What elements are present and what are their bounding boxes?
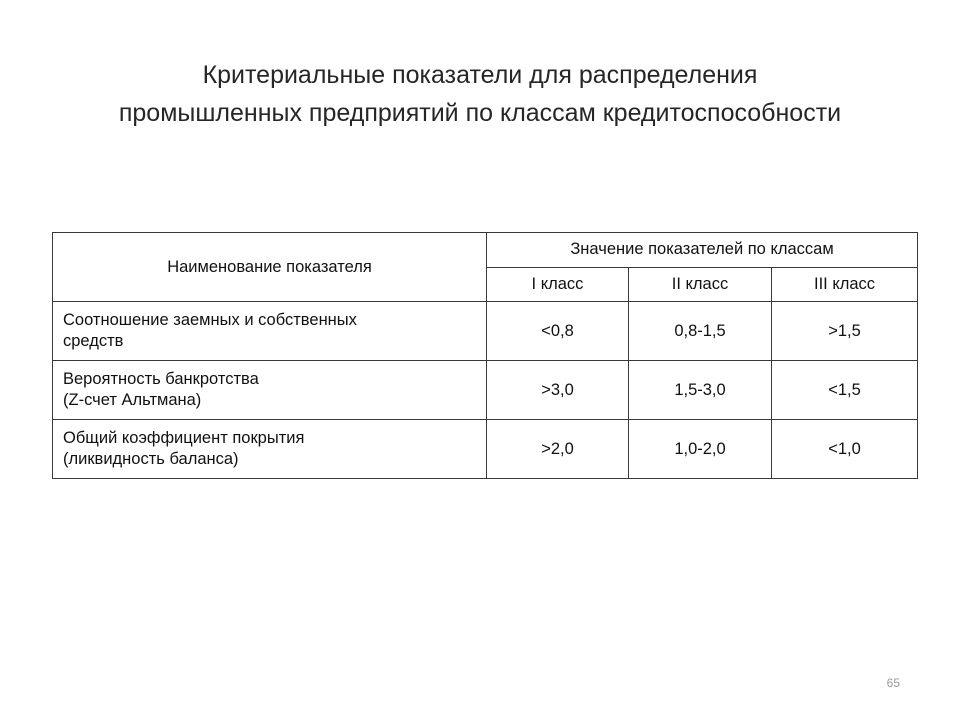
table-row xyxy=(53,361,918,420)
class-2-value: 1,0-2,0 xyxy=(629,420,772,479)
indicator-name-cell xyxy=(53,420,487,479)
class-values-header: Значение показателей по классам xyxy=(487,233,918,268)
indicator-name-line: (ликвидность баланса) xyxy=(63,450,239,468)
class-3-value: <1,0 xyxy=(772,420,918,479)
indicator-name-line: Вероятность банкротства xyxy=(63,370,259,388)
page-number: 65 xyxy=(886,676,900,690)
class-1-value: >3,0 xyxy=(487,361,629,420)
criteria-table xyxy=(52,232,918,479)
indicator-name-line: Соотношение заемных и собственных xyxy=(63,311,357,329)
slide-title-line-1: Критериальные показатели для распределения xyxy=(202,61,758,89)
indicator-name-header: Наименование показателя xyxy=(53,233,487,302)
class-1-value: <0,8 xyxy=(487,302,629,361)
class-3-value: <1,5 xyxy=(772,361,918,420)
indicator-name-cell xyxy=(53,302,487,361)
slide-title-line-2: промышленных предприятий по классам кредитоспособности xyxy=(118,99,842,127)
indicator-name-line: средств xyxy=(63,332,124,350)
table-header-row xyxy=(53,233,918,268)
class-3-value: >1,5 xyxy=(772,302,918,361)
table-row xyxy=(53,420,918,479)
indicator-name-line: Общий коэффициент покрытия xyxy=(63,429,305,447)
class-3-header: III класс xyxy=(772,267,918,302)
indicator-name-line: (Z-счет Альтмана) xyxy=(63,391,202,409)
class-1-value: >2,0 xyxy=(487,420,629,479)
table-row xyxy=(53,302,918,361)
slide-title xyxy=(40,56,920,132)
class-2-header: II класс xyxy=(629,267,772,302)
class-2-value: 1,5-3,0 xyxy=(629,361,772,420)
class-1-header: I класс xyxy=(487,267,629,302)
class-2-value: 0,8-1,5 xyxy=(629,302,772,361)
indicator-name-cell xyxy=(53,361,487,420)
